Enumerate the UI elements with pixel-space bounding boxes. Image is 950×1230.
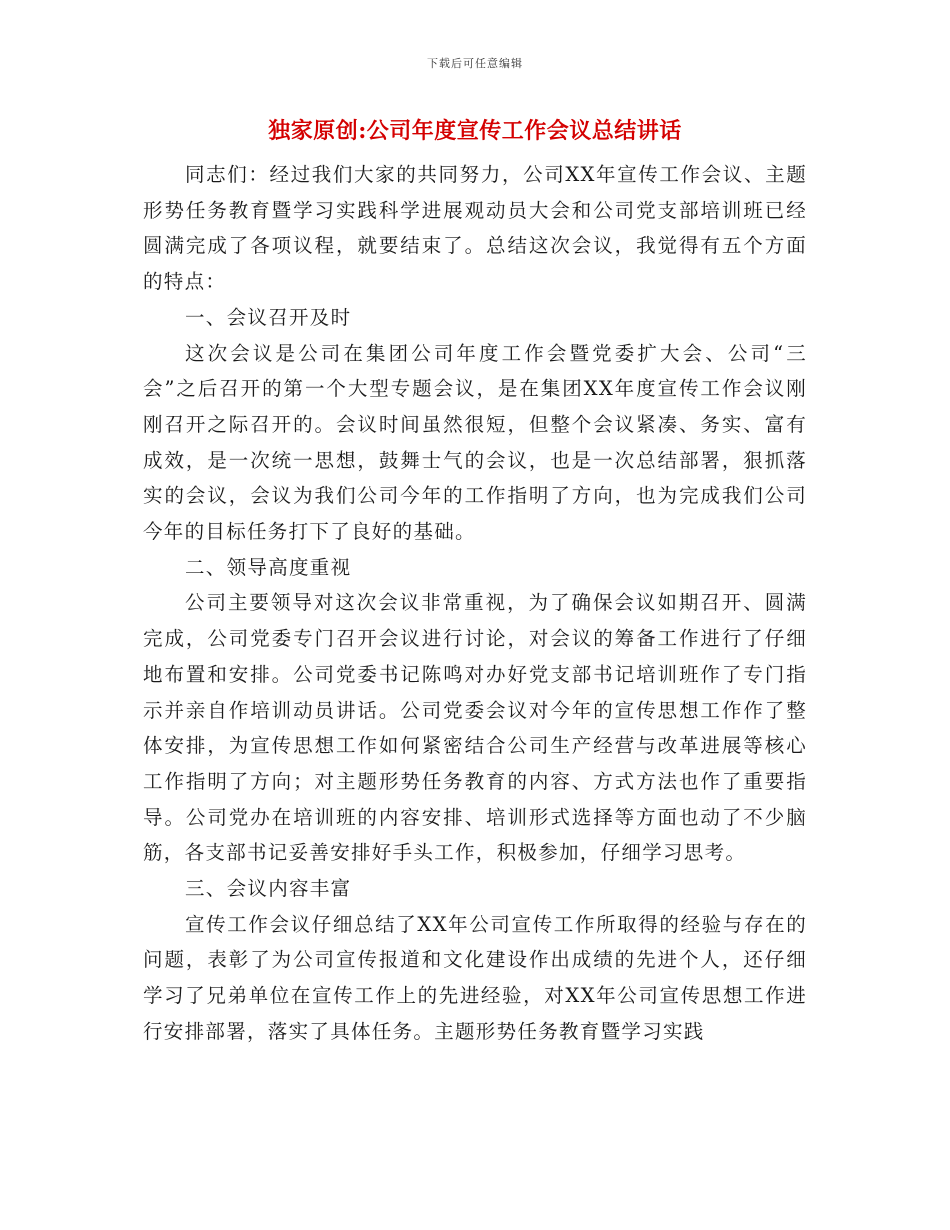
paragraph-section-1: 这次会议是公司在集团公司年度工作会暨党委扩大会、公司“三会”之后召开的第一个大型专题会议，是在集团XX年度宣传工作会议刚刚召开之际召开的。会议时间虽然很短，但整个会议紧凑、务实、富有成效，是一次统一思想，鼓舞士气的会议，也是一次总结部署，狠抓落实的会议，会议为我们公司今年的工作指明了方向，也为完成我们公司今年的目标任务打下了良好的基础。 — [143, 341, 807, 544]
paragraph-section-3: 宣传工作会议仔细总结了XX年公司宣传工作所取得的经验与存在的问题，表彰了为公司宣传报道和文化建设作出成绩的先进个人，还仔细学习了兄弟单位在宣传工作上的先进经验，对XX年公司宣传思想工作进行安排部署，落实了具体任务。主题形势任务教育暨学习实践 — [143, 912, 807, 1043]
paragraph-greeting: 同志们：经过我们大家的共同努力，公司XX年宣传工作会议、主题形势任务教育暨学习实践科学进展观动员大会和公司党支部培训班已经圆满完成了各项议程，就要结束了。总结这次会议，我觉得有五个方面的特点： — [143, 163, 807, 294]
section-heading-1: 一、会议召开及时 — [185, 305, 352, 329]
section-heading-3: 三、会议内容丰富 — [185, 877, 352, 901]
document-body — [143, 157, 807, 1050]
header-note: 下载后可任意编辑 — [427, 57, 523, 70]
paragraph-section-2: 公司主要领导对这次会议非常重视，为了确保会议如期召开、圆满完成，公司党委专门召开会议进行讨论，对会议的筹备工作进行了仔细地布置和安排。公司党委书记陈鸣对办好党支部书记培训班作了专门指示并亲自作培训动员讲话。公司党委会议对今年的宣传思想工作作了整体安排，为宣传思想工作如何紧密结合公司生产经营与改革进展等核心工作指明了方向；对主题形势任务教育的内容、方式方法也作了重要指导。公司党办在培训班的内容安排、培训形式选择等方面也动了不少脑筋，各支部书记妥善安排好手头工作，积极参加，仔细学习思考。 — [143, 591, 807, 865]
section-heading-2: 二、领导高度重视 — [185, 555, 352, 579]
document-title: 独家原创:公司年度宣传工作会议总结讲话 — [268, 118, 682, 144]
